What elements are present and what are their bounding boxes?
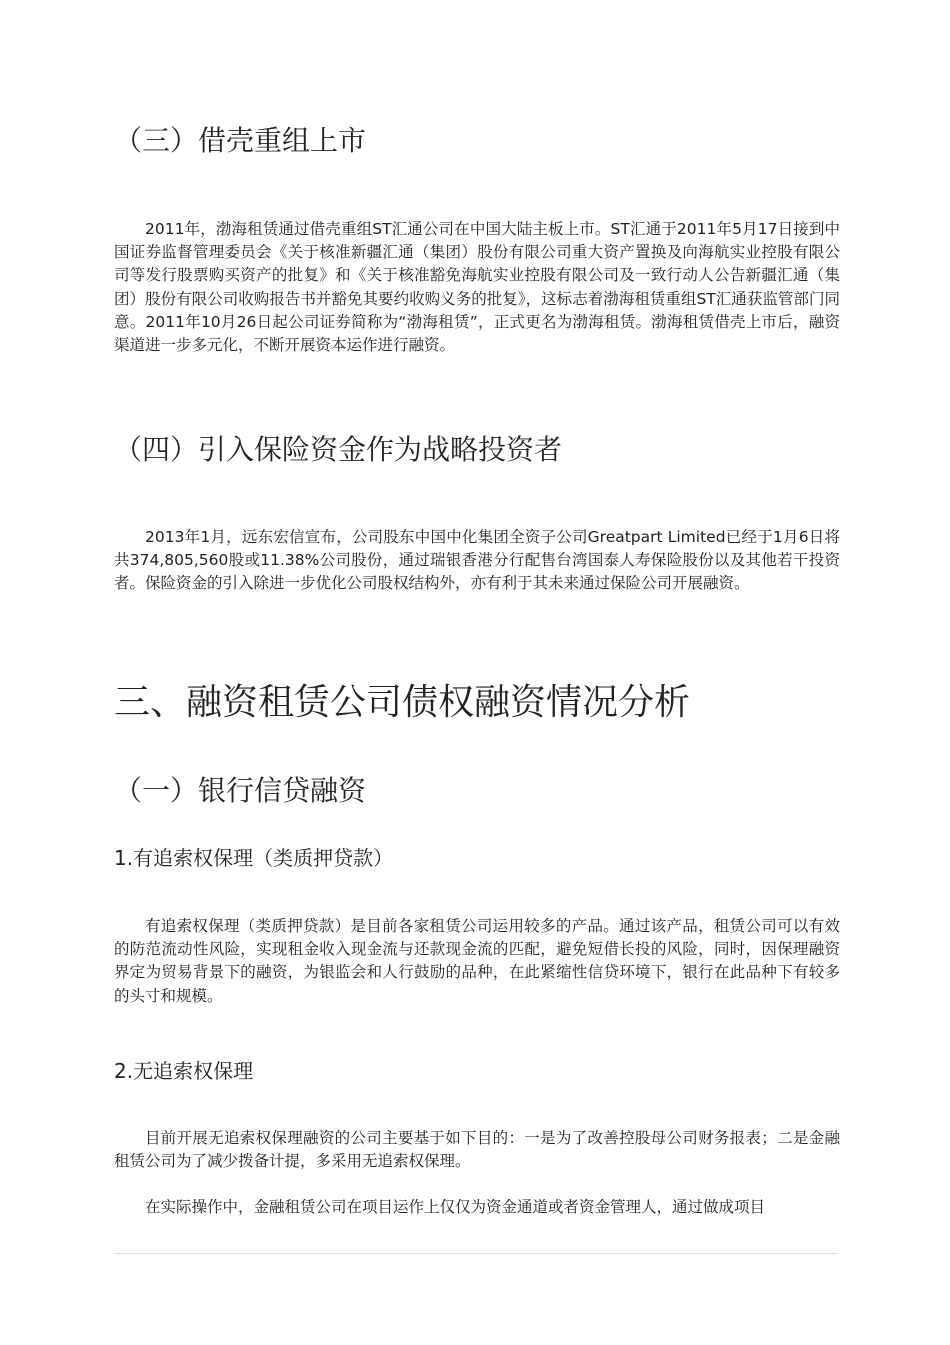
paragraph-insurance-capital: 2013年1月，远东宏信宣布，公司股东中国中化集团全资子公司Greatpart Limited已经于1月6日将共374,805,560股或11.38%公司股份，通过瑞银香港分行配售台湾国泰人寿保险股份以及其他若干投资者。保险资金的引入除进一步优化公司股权结构外，亦有利于其未来通过保险公司开展融资。 [114,528,840,593]
chapter-heading: 三、融资租赁公司债权融资情况分析 [114,682,691,723]
paragraph-recourse-factoring: 有追索权保理（类质押贷款）是目前各家租赁公司运用较多的产品。通过该产品，租赁公司可以有效的防范流动性风险，实现租金收入现金流与还款现金流的匹配，避免短借长投的风险，同时，因保理融资界定为贸易背景下的融资，为银监会和人行鼓励的品种，在此紧缩性信贷环境下，银行在此品种下有较多的头寸和规模。 [114,917,840,1005]
paragraph-backdoor-listing: 2011年，渤海租赁通过借壳重组ST汇通公司在中国大陆主板上市。ST汇通于2011年5月17日接到中国证券监督管理委员会《关于核准新疆汇通（集团）股份有限公司重大资产置换及向海航实业控股有限公司等发行股票购买资产的批复》和《关于核准豁免海航实业控股有限公司及一致行动人公告新疆汇通（集团）股份有限公司收购报告书并豁免其要约收购义务的批复》，这标志着渤海租赁重组ST汇通获监管部门同意。2011年10月26日起公司证券简称为“渤海租赁”，正式更名为渤海租赁。渤海租赁借壳上市后，融资渠道进一步多元化，不断开展资本运作进行融资。 [114,220,840,355]
section-heading-4: （四）引入保险资金作为战略投资者 [114,433,563,466]
section-heading-1: （一）银行信贷融资 [114,774,367,807]
subsection-heading-2: 2.无追索权保理 [114,1059,254,1083]
subsection-heading-1: 1.有追索权保理（类质押贷款） [114,846,394,870]
paragraph-nonrecourse-practice: 在实际操作中，金融租赁公司在项目运作上仅仅为资金通道或者资金管理人，通过做成项目 [145,1198,766,1216]
section-heading-3: （三）借壳重组上市 [114,124,367,157]
page-divider [114,1253,838,1254]
paragraph-nonrecourse-purpose: 目前开展无追索权保理融资的公司主要基于如下目的：一是为了改善控股母公司财务报表；二是金融租赁公司为了减少拨备计提，多采用无追索权保理。 [114,1129,840,1171]
